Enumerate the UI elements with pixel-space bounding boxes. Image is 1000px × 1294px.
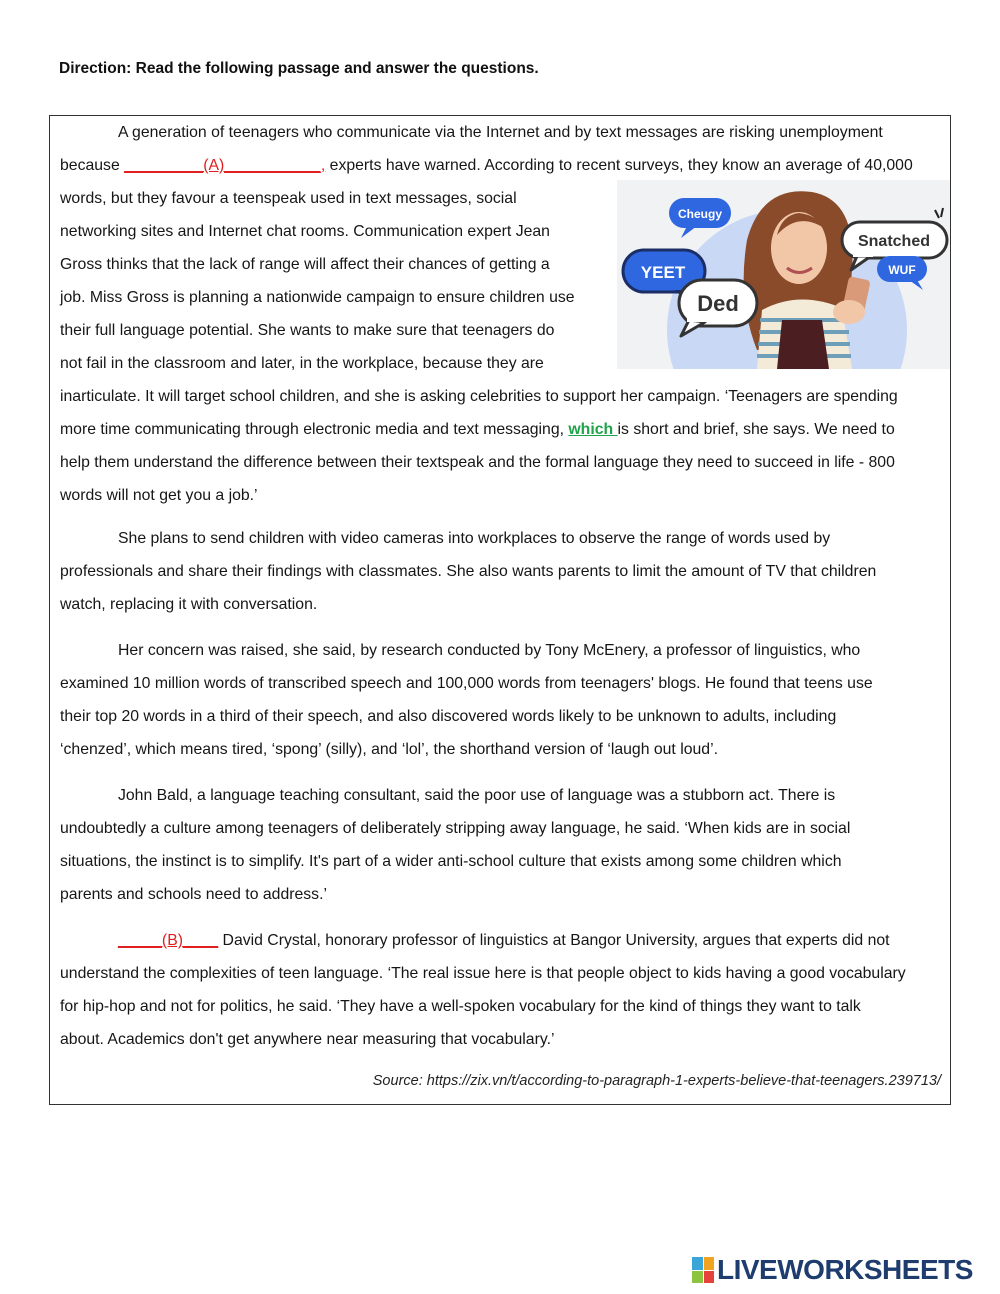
- logo-text: LIVEWORKSHEETS: [717, 1254, 973, 1285]
- text-line: ‘chenzed’, which means tired, ‘spong’ (silly), and ‘lol’, the shorthand version of ‘laugh out loud’.: [60, 741, 718, 758]
- bubble-yeet-label: YEET: [640, 263, 686, 282]
- text-line: job. Miss Gross is planning a nationwide campaign to ensure children use: [60, 289, 575, 306]
- passage-box: [49, 115, 951, 1105]
- logo-square: [692, 1257, 703, 1270]
- text-run: because: [60, 157, 125, 174]
- text-line: understand the complexities of teen language. ‘The real issue here is that people object to kids having a good vocabulary: [60, 965, 906, 982]
- logo-square: [704, 1257, 715, 1270]
- bubble-wuf-label: WUF: [888, 263, 916, 277]
- text-line: [60, 149, 940, 182]
- text-line: words will not get you a job.’: [60, 487, 258, 504]
- text-line: for hip-hop and not for politics, he said. ‘They have a well-spoken vocabulary for the kind of things they want to talk: [60, 998, 861, 1015]
- logo-square: [692, 1271, 703, 1284]
- blank-b[interactable]: _____(B)____: [118, 932, 219, 949]
- paragraph-4: [60, 779, 940, 911]
- text-line: about. Academics don't get anywhere near measuring that vocabulary.’: [60, 1031, 555, 1048]
- text-line: watch, replacing it with conversation.: [60, 596, 318, 613]
- text-line: inarticulate. It will target school children, and she is asking celebrities to support her campaign. ‘Teenagers are spending: [60, 388, 898, 405]
- text-line: help them understand the difference between their textspeak and the formal language they need to succeed in life - 800: [60, 454, 895, 471]
- text-line: She plans to send children with video cameras into workplaces to observe the range of words used by: [118, 530, 831, 547]
- text-line: their full language potential. She wants to make sure that teenagers do: [60, 322, 555, 339]
- text-line: examined 10 million words of transcribed speech and 100,000 words from teenagers' blogs. He found that teens use: [60, 675, 873, 692]
- text-line: [60, 924, 940, 957]
- source-citation: Source: https://zix.vn/t/according-to-paragraph-1-experts-believe-that-teenagers.239713/: [372, 1073, 941, 1089]
- text-line: situations, the instinct is to simplify. It's part of a wider anti-school culture that exists among some children which: [60, 853, 842, 870]
- blank-a[interactable]: _________(A)___________,: [124, 157, 326, 174]
- paragraph-3: [60, 634, 940, 766]
- highlighted-word-which: which: [568, 421, 618, 438]
- text-line: [60, 413, 940, 446]
- logo-mark-icon: [692, 1257, 714, 1283]
- text-run: experts have warned. According to recent surveys, they know an average of 40,000: [325, 157, 913, 174]
- bubble-snatched-label: Snatched: [857, 233, 931, 250]
- illustration-graphic: [617, 180, 950, 369]
- text-line: Gross thinks that the lack of range will affect their chances of getting a: [60, 256, 550, 273]
- text-line: words, but they favour a teenspeak used in text messages, social: [60, 190, 517, 207]
- text-line: networking sites and Internet chat rooms. Communication expert Jean: [60, 223, 550, 240]
- text-line: undoubtedly a culture among teenagers of deliberately stripping away language, he said. ‘When kids are in social: [60, 820, 851, 837]
- teen-slang-illustration: [617, 180, 950, 369]
- bubble-ded-label: Ded: [697, 291, 739, 316]
- paragraph-5: [60, 924, 940, 1056]
- text-line: John Bald, a language teaching consultant, said the poor use of language was a stubborn act. There is: [118, 787, 836, 804]
- text-line: their top 20 words in a third of their speech, and also discovered words likely to be unknown to adults, including: [60, 708, 837, 725]
- logo-square: [704, 1271, 715, 1284]
- text-line: A generation of teenagers who communicate via the Internet and by text messages are risking unemployment: [118, 124, 883, 141]
- liveworksheets-logo: [692, 1254, 973, 1286]
- bubble-cheugy-label: Cheugy: [677, 207, 723, 221]
- text-line: professionals and share their findings with classmates. She also wants parents to limit the amount of TV that children: [60, 563, 877, 580]
- direction-heading: Direction: Read the following passage and answer the questions.: [59, 60, 539, 77]
- text-run: David Crystal, honorary professor of linguistics at Bangor University, argues that experts did not: [218, 932, 890, 949]
- text-line: Her concern was raised, she said, by research conducted by Tony McEnery, a professor of linguistics, who: [118, 642, 861, 659]
- text-run: more time communicating through electronic media and text messaging,: [60, 421, 569, 438]
- text-line: parents and schools need to address.’: [60, 886, 327, 903]
- paragraph-2: [60, 522, 940, 621]
- text-run: is short and brief, she says. We need to: [617, 421, 895, 438]
- text-line: not fail in the classroom and later, in the workplace, because they are: [60, 355, 544, 372]
